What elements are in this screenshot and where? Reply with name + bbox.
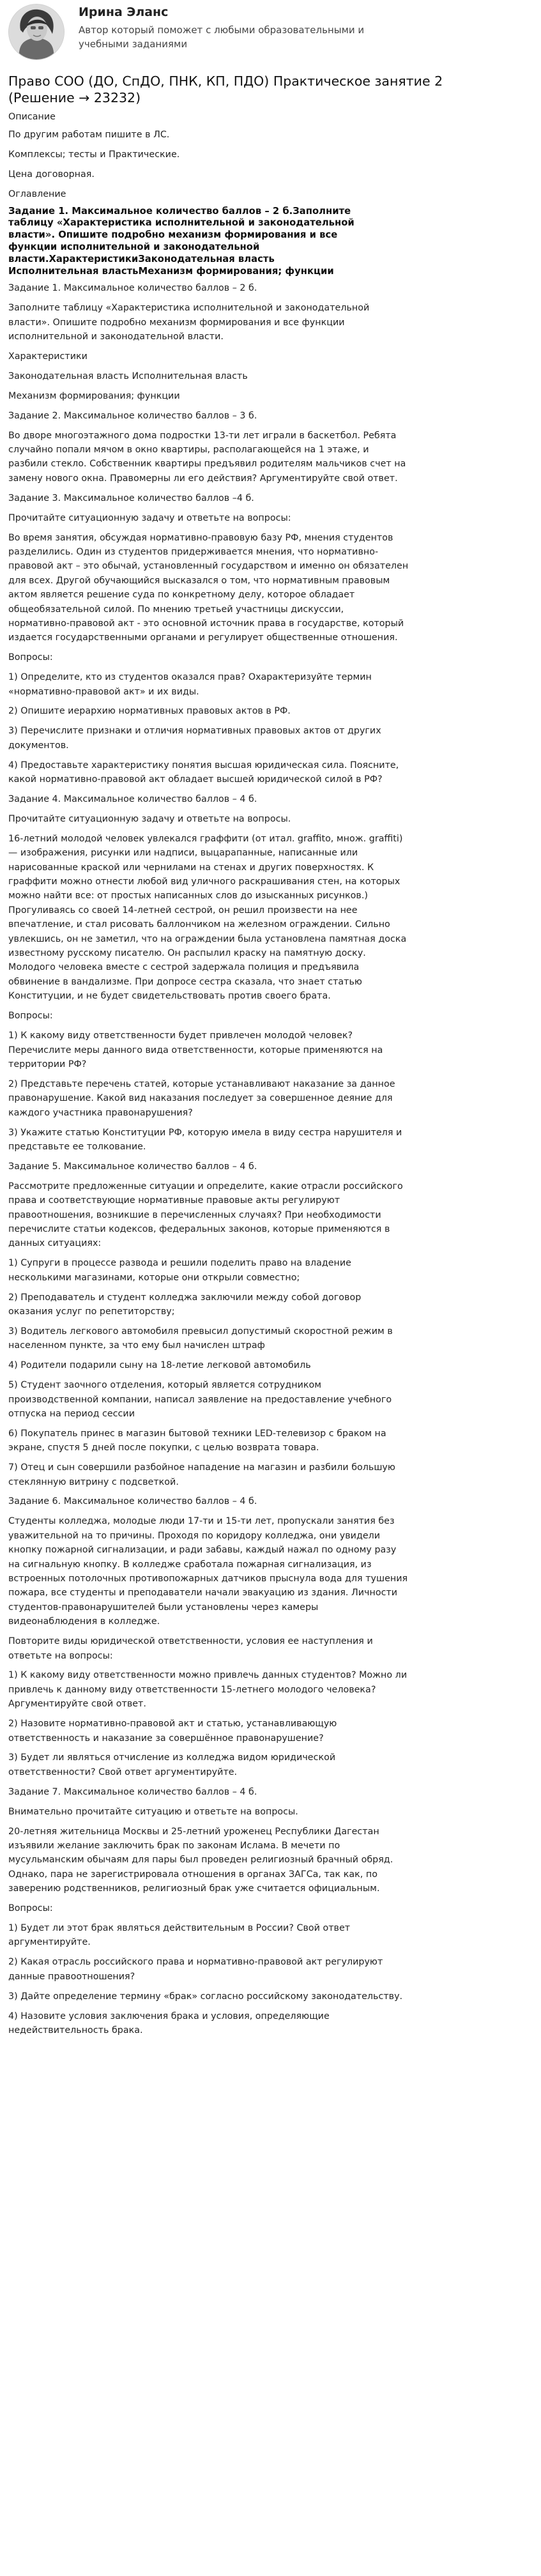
question: [8, 724, 533, 753]
toc-line: Исполнительная властьМеханизм формирования; функции: [8, 265, 334, 277]
question: [8, 1126, 533, 1154]
text-line: Конституции, и не будет свидетельствовать против своего брата.: [8, 991, 331, 1002]
task-heading: Задание 4. Максимальное количество баллов – 4 б.: [8, 794, 257, 804]
text-line: студентов-правонарушителей были установлены через камеры: [8, 1602, 319, 1613]
text-line: ответьте на вопросы:: [8, 1650, 113, 1661]
text-line: издается государственными органами и регулирует общественные отношения.: [8, 632, 398, 643]
question: 2) Опишите иерархию нормативных правовых актов в РФ.: [8, 706, 291, 717]
text-line: изъявили желание заключить брак по законам Ислама. В мечети по: [8, 1841, 340, 1851]
text-line: — изображения, рисунки или надписи, выцарапанные, написанные или: [8, 848, 358, 859]
text-line: 6) Покупатель принес в магазин бытовой техники LED-телевизор с браком на: [8, 1428, 386, 1439]
text-line: Во время занятия, обсуждая нормативно-правовую базу РФ, мнения студентов: [8, 532, 393, 543]
toc-text: [8, 206, 533, 278]
text-line: Молодого человека вместе с сестрой задержала полиция и предъявила: [8, 962, 360, 973]
text-line: Студенты колледжа, молодые люди 17-ти и 15-ти лет, пропускали занятия без: [8, 1516, 395, 1527]
text-line: ответственность и наказание за совершённое правонарушение?: [8, 1733, 324, 1744]
text-line: разделились. Один из студентов придерживается мнения, что нормативно-: [8, 546, 379, 557]
text-line: правовой акт – это обычай, установленный государством и именно он обязателен: [8, 561, 409, 572]
text-line: Повторите виды юридической ответственности, условия ее наступления и: [8, 1636, 373, 1647]
text-line: актом является решение суда по конкретному делу, которое обладает: [8, 590, 355, 601]
text-line: 20-летняя жительница Москвы и 25-летний уроженец Республики Дагестан: [8, 1826, 379, 1837]
text-line: 1) Будет ли этот брак являться действительным в России? Свой ответ: [8, 1923, 351, 1934]
task-heading: Задание 1. Максимальное количество баллов – 2 б.: [8, 283, 257, 294]
question: [8, 1955, 533, 1984]
text-line: 2) Какая отрасль российского права и нормативно-правовой акт регулируют: [8, 1957, 383, 1968]
text-line: недействительность брака.: [8, 2025, 143, 2035]
text-line: граффити можно отнести любой вид уличного раскрашивания стен, на которых: [8, 877, 400, 887]
question: [8, 1324, 533, 1353]
text-line: нарисованные краской или чернилами на стенах и других поверхностях. К: [8, 862, 374, 873]
text-line: обвинение в вандализме. При допросе сестра сказала, что знает статью: [8, 976, 362, 987]
text-line: 1) Определите, кто из студентов оказался прав? Охарактеризуйте термин: [8, 672, 372, 683]
text-line: правонарушение. Какой вид наказания последует за совершенное деяние для: [8, 1093, 393, 1104]
text-line: экране, спустя 5 дней после покупки, с целью возврата товара.: [8, 1443, 319, 1453]
text-line: 4) Предоставьте характеристику понятия высшая юридическая сила. Поясните,: [8, 760, 399, 770]
text-line: населенном пункте, за что ему был начислен штраф: [8, 1340, 265, 1351]
text-line: «нормативно-правовой акт» и их виды.: [8, 686, 199, 697]
toc-line: власти.ХарактеристикиЗаконодательная власть: [8, 253, 275, 264]
paragraph: Вопросы:: [8, 1011, 53, 1022]
text-line: 3) Будет ли являться отчисление из колледжа видом юридической: [8, 1752, 336, 1763]
text-line: Прогуливаясь со своей 14-летней сестрой, он решил произвести на нее: [8, 905, 358, 916]
task-heading: Задание 2. Максимальное количество баллов – 3 б.: [8, 410, 257, 421]
text-line: власти». Опишите подробно механизм формирования и все функции: [8, 317, 345, 328]
text-line: каждого участника правонарушения?: [8, 1107, 193, 1118]
text-line: территории РФ?: [8, 1059, 87, 1070]
text-line: 2) Представьте перечень статей, которые устанавливают наказание за данное: [8, 1078, 395, 1089]
text-line: перечислите статьи кодексов, федеральных законов, которые применяются в: [8, 1223, 390, 1234]
text-line: исполнительной и законодательной власти.: [8, 332, 224, 342]
question: [8, 1921, 533, 1950]
text-line: 2) Назовите нормативно-правовой акт и статью, устанавливающую: [8, 1719, 337, 1729]
author-info: [79, 5, 364, 51]
text-line: оказания услуг по репетиторству;: [8, 1307, 175, 1317]
paragraph: [8, 531, 533, 645]
question: 4) Родители подарили сыну на 18-летие легковой автомобиль: [8, 1360, 311, 1371]
question: [8, 2009, 533, 2038]
question: [8, 670, 533, 699]
text-line: 3) Укажите статью Конституции РФ, которую имела в виду сестра нарушителя и: [8, 1127, 402, 1138]
text-line: представьте ее толкование.: [8, 1141, 146, 1152]
text-line: 1) К какому виду ответственности можно привлечь данных студентов? Можно ли: [8, 1670, 408, 1681]
paragraph: Механизм формирования; функции: [8, 390, 180, 401]
paragraph: Вопросы:: [8, 652, 53, 663]
text-line: правоотношения, возникшие в перечисленных случаях? При необходимости: [8, 1209, 381, 1220]
text-line: 3) Водитель легкового автомобиля превысил допустимый скоростной режим в: [8, 1326, 393, 1337]
text-line: замену нового окна. Правомерны ли его действия? Аргументируйте свой ответ.: [8, 473, 398, 484]
text-line: известному русскому писателю. Он распылил краску на памятную доску.: [8, 948, 366, 959]
question: [8, 1256, 533, 1285]
text-line: 1) К какому виду ответственности будет привлечен молодой человек?: [8, 1031, 353, 1041]
paragraph: [8, 429, 533, 486]
question: [8, 1460, 533, 1489]
text-line: впечатление, и стал рисовать баллончиком на железном ограждении. Сильно: [8, 919, 390, 930]
text-line: видеонаблюдения в колледже.: [8, 1616, 160, 1627]
task-heading: Задание 3. Максимальное количество баллов –4 б.: [8, 493, 254, 503]
avatar[interactable]: [8, 4, 65, 60]
page-title: [8, 73, 533, 106]
text-line: уважительной на то причины. Проходя по коридору колледжа, они увидели: [8, 1530, 381, 1541]
paragraph: Прочитайте ситуационную задачу и ответьте на вопросы:: [8, 512, 291, 523]
text-line: 5) Студент заочного отделения, который является сотрудником: [8, 1380, 322, 1391]
text-line: Перечислите меры данного вида ответственности, которые применяются на: [8, 1045, 383, 1055]
question: [8, 1427, 533, 1455]
question: [8, 1751, 533, 1779]
text-line: данные правоотношения?: [8, 1971, 135, 1982]
text-line: аргументируйте.: [8, 1937, 91, 1948]
description-text: По другим работам пишите в ЛС.: [8, 130, 170, 141]
text-line: 1) Супруги в процессе развода и решили поделить право на владение: [8, 1258, 351, 1269]
question: 3) Дайте определение термину «брак» согласно российскому законодательству.: [8, 1991, 403, 2002]
title-line: Право СОО (ДО, СпДО, ПНК, КП, ПДО) Практическое занятие 2: [8, 73, 443, 89]
toc-line: власти». Опишите подробно механизм формирования и все: [8, 229, 338, 241]
paragraph: [8, 1634, 533, 1663]
text-line: увлекшись, он не заметил, что на ограждении была установлена памятная доска: [8, 933, 407, 944]
toc-line: таблицу «Характеристика исполнительной и законодательной: [8, 217, 354, 229]
text-line: пожара, все студенты и преподаватели начали эвакуацию из здания. Личности: [8, 1588, 398, 1598]
text-line: стеклянную витрину с подсветкой.: [8, 1476, 179, 1487]
text-line: разбили стекло. Собственник квартиры предъявил родителям мальчиков счет на: [8, 459, 406, 470]
text-line: какой нормативно-правовой акт обладает высшей юридической силой в РФ?: [8, 774, 383, 785]
text-line: 2) Преподаватель и студент колледжа заключили между собой договор: [8, 1292, 362, 1303]
question: [8, 1378, 533, 1421]
text-line: мусульманским обычаям для пары был проведен религиозный брачный обряд.: [8, 1855, 393, 1866]
text-line: Заполните таблицу «Характеристика исполнительной и законодательной: [8, 303, 370, 314]
text-line: Однако, пара не зарегистрировала отношения в органах ЗАГСа, так как, по: [8, 1869, 377, 1880]
paragraph: [8, 1179, 533, 1251]
text-line: встроенных потолочных противопожарных датчиков прыснула вода для тушения: [8, 1574, 408, 1584]
text-line: общеобязательной силой. По мнению третьей участницы дискуссии,: [8, 604, 344, 615]
question: [8, 1029, 533, 1071]
description-label: Описание: [8, 112, 56, 122]
task-heading: Задание 5. Максимальное количество баллов – 4 б.: [8, 1161, 257, 1172]
text-line: 4) Назовите условия заключения брака и условия, определяющие: [8, 2011, 330, 2021]
question: [8, 1668, 533, 1711]
text-line: Во дворе многоэтажного дома подростки 13-ти лет играли в баскетбол. Ребята: [8, 430, 397, 441]
text-line: ответственности? Свой ответ аргументируйте.: [8, 1767, 238, 1777]
toc-line: Задание 1. Максимальное количество баллов – 2 б.Заполните: [8, 205, 351, 217]
question: [8, 1077, 533, 1120]
paragraph: Вопросы:: [8, 1903, 53, 1914]
text-line: 3) Перечислите признаки и отличия нормативных правовых актов от других: [8, 726, 381, 737]
author-description-line: учебными заданиями: [79, 38, 188, 50]
paragraph: Прочитайте ситуационную задачу и ответьте на вопросы.: [8, 813, 291, 824]
paragraph: [8, 301, 533, 344]
text-line: несколькими магазинами, которые они открыли совместно;: [8, 1272, 300, 1283]
text-line: на сигнальную кнопку. В колледже сработала пожарная сигнализация, из: [8, 1559, 372, 1570]
paragraph: Внимательно прочитайте ситуацию и ответьте на вопросы.: [8, 1806, 298, 1817]
question: [8, 758, 533, 787]
text-line: случайно попали мячом в окно квартиры, располагающейся на 1 этаже, и: [8, 444, 369, 455]
description-text: Комплексы; тесты и Практические.: [8, 150, 180, 160]
text-line: производственной компании, написал заявление на предоставление учебного: [8, 1394, 392, 1405]
task-heading: Задание 6. Максимальное количество баллов – 4 б.: [8, 1496, 257, 1507]
question: [8, 1291, 533, 1319]
question: [8, 1717, 533, 1745]
text-line: данных ситуациях:: [8, 1238, 102, 1249]
text-line: права и соответствующие нормативные правовые акты регулируют: [8, 1195, 340, 1206]
author-description-line: Автор который поможет с любыми образовательными и: [79, 24, 365, 36]
author-description: [79, 23, 364, 51]
text-line: 16-летний молодой человек увлекался граффити (от итал. graffito, множ. graffiti): [8, 833, 403, 844]
task-heading: Задание 7. Максимальное количество баллов – 4 б.: [8, 1786, 257, 1797]
text-line: для всех. Другой обучающийся высказался о том, что нормативным правовым: [8, 575, 390, 586]
text-line: Аргументируйте свой ответ.: [8, 1699, 146, 1710]
text-line: нормативно-правовой акт - это основной источник права в государстве, который: [8, 618, 404, 629]
author-name[interactable]: Ирина Эланс: [79, 5, 169, 19]
text-line: кнопку пожарной сигнализации, и ради забавы, каждый нажал по одному разу: [8, 1545, 397, 1556]
text-line: Рассмотрите предложенные ситуации и определите, какие отрасли российского: [8, 1181, 403, 1192]
text-line: заверению родственников, религиозный брак уже считается официальным.: [8, 1883, 380, 1894]
author-header: [8, 4, 533, 65]
paragraph: [8, 1514, 533, 1629]
paragraph: Характеристики: [8, 351, 88, 362]
text-line: документов.: [8, 740, 69, 751]
toc-line: функции исполнительной и законодательной: [8, 241, 260, 252]
description-text: Цена договорная.: [8, 169, 95, 180]
text-line: привлечь к данному виду ответственности 15-летнего молодого человека?: [8, 1684, 376, 1695]
text-line: 7) Отец и сын совершили разбойное нападение на магазин и разбили большую: [8, 1462, 395, 1473]
text-line: можно найти все: от простых написанных слов до изысканных рисунков.): [8, 891, 368, 901]
toc-label: Оглавление: [8, 189, 66, 200]
text-line: отпуска на период сессии: [8, 1408, 135, 1419]
paragraph: [8, 832, 533, 1004]
paragraph: [8, 1825, 533, 1896]
paragraph: Законодательная власть Исполнительная власть: [8, 371, 248, 381]
title-line: (Решение → 23232): [8, 90, 141, 105]
user-photo-icon: [9, 4, 64, 59]
